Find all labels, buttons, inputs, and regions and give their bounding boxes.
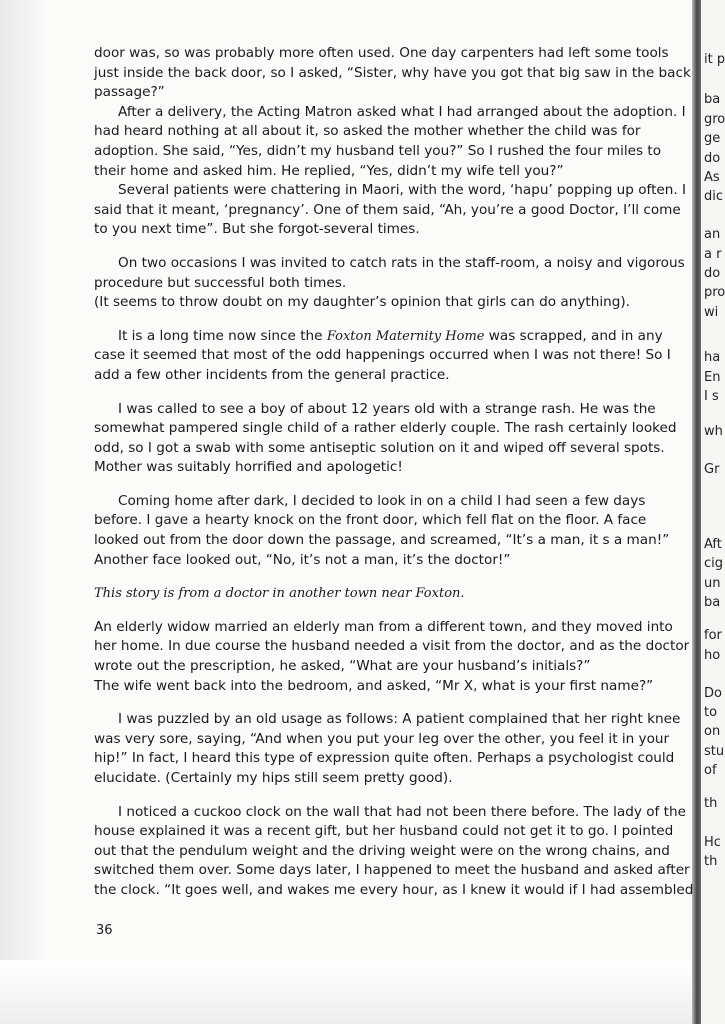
- facing-fragment: th: [704, 796, 718, 811]
- facing-fragment: Do: [704, 686, 722, 701]
- facing-fragment: ba: [704, 595, 721, 610]
- facing-fragment: pro: [704, 285, 725, 300]
- facing-fragment: Hc: [704, 835, 721, 850]
- facing-fragment: ho: [704, 648, 721, 663]
- story-intro: This story is from a doctor in another town near Foxton.: [94, 586, 465, 602]
- facing-fragment: cig: [704, 556, 724, 571]
- page-number: 36: [96, 923, 113, 938]
- facing-fragment: do: [704, 266, 721, 281]
- facing-fragment: th: [704, 854, 718, 869]
- facing-fragment: of: [704, 763, 717, 778]
- paragraph-cuckoo-clock: I noticed a cuckoo clock on the wall that had not been there before. The lady of the house explained it was a recent gift, but her husband could not get it to go. I pointed out that the pendulum weight and the driving weight were on the wrong chains, and switched them over. Some days later, I happened to meet the husband and asked after the clock. “It goes well, and wakes me every hour, as I knew it would if I had assembled: [94, 803, 694, 898]
- paragraph-rash: I was called to see a boy of about 12 years old with a strange rash. He was the somewhat pampered single child of a rather elderly couple. The rash certainly looked odd, so I got a swab with some antiseptic solution on it and wiped off several spots. Mother was suitably horrified and apologetic!: [94, 400, 677, 476]
- facing-fragment: to: [704, 705, 718, 720]
- facing-fragment: stu: [704, 744, 725, 759]
- body-text: [94, 44, 695, 901]
- paragraph-hapu: Several patients were chattering in Maori, with the word, ‘hapu’ popping up often. I said that it meant, ‘pregnancy’. One of them said, “Ah, you’re a good Doctor, I’ll come to you next time”. But she forgot-several times.: [94, 182, 687, 238]
- facing-fragment: Aft: [704, 537, 722, 552]
- foxton-maternity-home-title: Foxton Maternity Home: [326, 328, 485, 344]
- page-bottom-shadow: [0, 960, 725, 1024]
- facing-fragment: ba: [704, 92, 721, 107]
- facing-fragment: En: [704, 370, 721, 385]
- facing-fragment: do: [704, 151, 721, 166]
- paragraph-door: Coming home after dark, I decided to look in on a child I had seen a few days before. I gave a hearty knock on the front door, which fell flat on the floor. A face looked out from the door down the passage, and screamed, “It’s a man, it s a man!” Another face looked out, “No, it’s not a man, it’s the doctor!”: [94, 492, 670, 568]
- facing-fragment: un: [704, 576, 721, 591]
- facing-fragment: Gr: [704, 462, 720, 477]
- facing-fragment: wh: [704, 424, 723, 439]
- paragraph-rats: On two occasions I was invited to catch rats in the staff-room, a noisy and vigorous procedure but successful both times.: [94, 254, 685, 291]
- facing-fragment: ha: [704, 350, 721, 365]
- facing-fragment: I s: [704, 389, 719, 404]
- facing-fragment: dic: [704, 189, 724, 204]
- paragraph-saw: door was, so was probably more often used. One day carpenters had left some tools just inside the back door, so I asked, “Sister, why have you got that big saw in the back passage?”: [94, 45, 691, 101]
- facing-fragment: ge: [704, 131, 721, 146]
- facing-fragment: gro: [704, 112, 725, 127]
- facing-fragment: As: [704, 170, 720, 185]
- facing-fragment: a r: [704, 247, 722, 262]
- facing-fragment: on: [704, 724, 721, 739]
- facing-page: [701, 0, 725, 1024]
- facing-fragment: an: [704, 227, 721, 242]
- paragraph-foxton: It is a long time now since the Foxton Maternity Home was scrapped, and in any case it seemed that most of the odd happenings occurred when I was not there! So I add a few other incidents from the general practice.: [94, 327, 671, 383]
- paragraph-rats-aside: (It seems to throw doubt on my daughter’s opinion that girls can do anything).: [94, 294, 630, 311]
- facing-fragment: wi: [704, 305, 719, 320]
- facing-fragment: it p: [704, 52, 725, 67]
- paragraph-adoption: After a delivery, the Acting Matron asked what I had arranged about the adoption. I had heard nothing at all about it, so asked the mother whether the child was for adoption. She said, “Yes, didn’t my husband tell you?” So I rushed the four miles to their home and asked him. He replied, “Yes, didn’t my wife tell you?”: [94, 103, 686, 179]
- paragraph-knee: I was puzzled by an old usage as follows: A patient complained that her right knee was very sore, saying, “And when you put your leg over the other, you feel it in your hip!” In fact, I heard this type of expression quite often. Perhaps a psychologist could elucidate. (Certainly my hips still seem pretty good).: [94, 711, 681, 786]
- paragraph-first-name: The wife went back into the bedroom, and asked, “Mr X, what is your first name?”: [94, 677, 654, 694]
- facing-fragment: for: [704, 628, 722, 643]
- paragraph-initials: An elderly widow married an elderly man from a different town, and they moved into her home. In due course the husband needed a visit from the doctor, and as the doctor wrote out the prescription, he asked, “What are your husband’s initials?”: [94, 618, 690, 675]
